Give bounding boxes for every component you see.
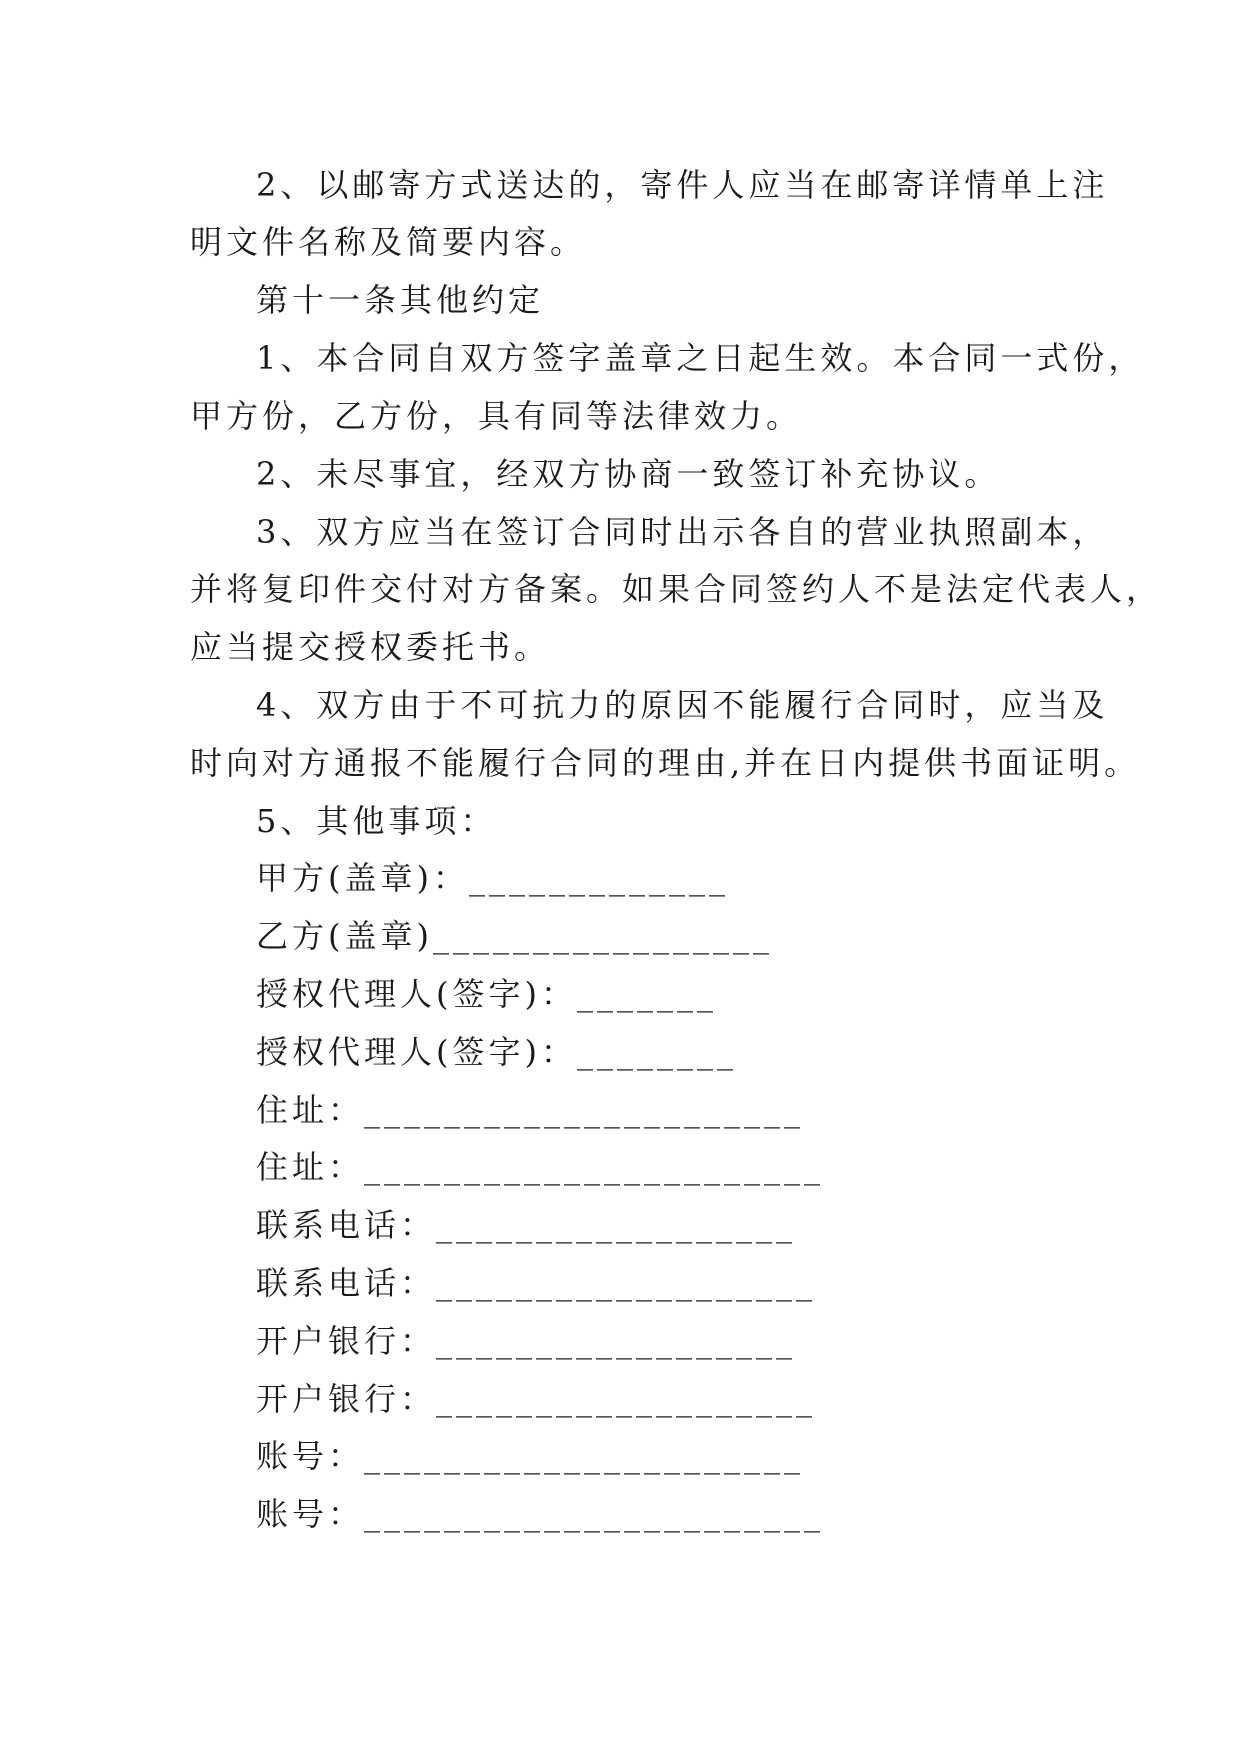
address-field: 住址：_______________________: [256, 1148, 825, 1186]
paragraph-line: 时向对方通报不能履行合同的理由,并在日内提供书面证明。: [190, 744, 1141, 782]
account-field: 账号：______________________: [256, 1437, 805, 1475]
signature-field: 授权代理人(签字)：_______: [256, 975, 717, 1013]
signature-field: 乙方(盖章)_________________: [256, 917, 773, 955]
paragraph-line: 4、双方由于不可抗力的原因不能履行合同时，应当及: [256, 686, 1109, 724]
address-field: 住址：______________________: [256, 1091, 805, 1129]
paragraph-line: 2、未尽事宜，经双方协商一致签订补充协议。: [256, 455, 1001, 493]
paragraph-line: 甲方份，乙方份，具有同等法律效力。: [190, 397, 803, 435]
paragraph-line: 3、双方应当在签订合同时出示各自的营业执照副本，: [256, 513, 1109, 551]
signature-field: 甲方(盖章)：_____________: [256, 859, 729, 897]
paragraph-line: 并将复印件交付对方备案。如果合同签约人不是法定代表人，: [190, 570, 1163, 608]
bank-field: 开户银行：___________________: [256, 1380, 817, 1418]
account-field: 账号：_______________________: [256, 1495, 825, 1533]
paragraph-line: 2、以邮寄方式送达的，寄件人应当在邮寄详情单上注: [256, 166, 1109, 204]
paragraph-line: 明文件名称及简要内容。: [190, 223, 587, 261]
phone-field: 联系电话：___________________: [256, 1264, 817, 1302]
phone-field: 联系电话：__________________: [256, 1206, 797, 1244]
paragraph-line: 应当提交授权委托书。: [190, 628, 551, 666]
section-heading: 第十一条其他约定: [256, 281, 545, 319]
paragraph-line: 1、本合同自双方签字盖章之日起生效。本合同一式份，: [256, 339, 1145, 377]
bank-field: 开户银行：__________________: [256, 1322, 797, 1360]
signature-field: 授权代理人(签字)：________: [256, 1033, 737, 1071]
paragraph-line: 5、其他事项：: [256, 802, 497, 840]
